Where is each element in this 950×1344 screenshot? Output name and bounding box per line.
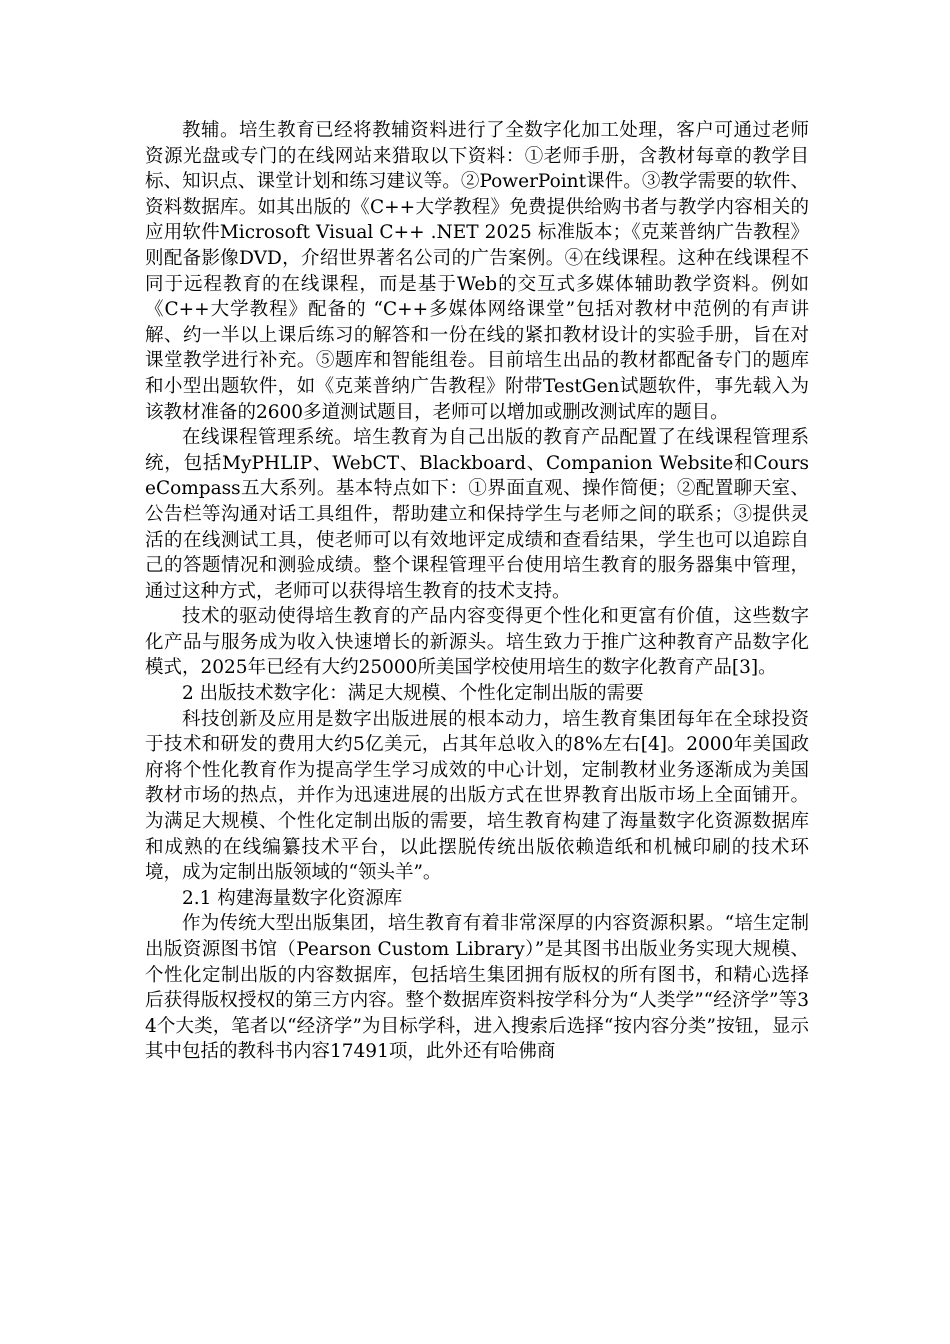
paragraph-course-management: 在线课程管理系统。培生教育为自己出版的教育产品配置了在线课程管理系统，包括MyPHLIP、WebCT、Blackboard、Companion Website和CourseCompass五大系列。基本特点如下：①界面直观、操作简便；②配置聊天室、公告栏等沟通对话工具组件，帮助建立和保持学生与老师之间的联系；③提供灵活的在线测试工具，使老师可以有效地评定成绩和查看结果，学生也可以追踪自己的答题情况和测验成绩。整个课程管理平台使用培生教育的服务器集中管理，通过这种方式，老师可以获得培生教育的技术支持。 [145, 427, 809, 602]
paragraph-tech-innovation: 科技创新及应用是数字出版进展的根本动力，培生教育集团每年在全球投资于技术和研发的费用大约5亿美元，占其年总收入的8%左右[4]。2000年美国政府将个性化教育作为提高学生学习成效的中心计划，定制教材业务逐渐成为美国教材市场的热点，并作为迅速进展的出版方式在世界教育出版市场上全面铺开。为满足大规模、个性化定制出版的需要，培生教育构建了海量数字化资源数据库和成熟的在线编纂技术平台，以此摆脱传统出版依赖造纸和机械印刷的技术环境，成为定制出版领域的“领头羊”。 [145, 708, 809, 884]
document-page [145, 118, 809, 1065]
paragraph-tech-driven: 技术的驱动使得培生教育的产品内容变得更个性化和更富有价值，这些数字化产品与服务成为收入快速增长的新源头。培生致力于推广这种教育产品数字化模式，2025年已经有大约25000所美国学校使用培生的数字化教育产品[3]。 [145, 606, 809, 679]
paragraph-resource-library: 作为传统大型出版集团，培生教育有着非常深厚的内容资源积累。“培生定制出版资源图书馆（Pearson Custom Library）”是其图书出版业务实现大规模、个性化定制出版的内容数据库，包括培生集团拥有版权的所有图书，和精心选择后获得版权授权的第三方内容。整个数据库资料按学科分为“人类学”“经济学”等34个大类，笔者以“经济学”为目标学科，进入搜索后选择“按内容分类”按钮，显示其中包括的教科书内容17491项，此外还有哈佛商 [145, 913, 809, 1063]
section-heading-2-1: 2.1 构建海量数字化资源库 [182, 887, 403, 909]
paragraph-teaching-aids: 教辅。培生教育已经将教辅资料进行了全数字化加工处理，客户可通过老师资源光盘或专门的在线网站来猎取以下资料：①老师手册，含教材每章的教学目标、知识点、课堂计划和练习建议等。②PowerPoint课件。③教学需要的软件、资料数据库。如其出版的《C++大学教程》免费提供给购书者与教学内容相关的应用软件Microsoft Visual C++ .NET 2025 标准版本；《克莱普纳广告教程》则配备影像DVD，介绍世界著名公司的广告案例。④在线课程。这种在线课程不同于远程教育的在线课程，而是基于Web的交互式多媒体辅助教学资料。例如《C++大学教程》配备的 “C++多媒体网络课堂”包括对教材中范例的有声讲解、约一半以上课后练习的解答和一份在线的紧扣教材设计的实验手册，旨在对课堂教学进行补充。⑤题库和智能组卷。目前培生出品的教材都配备专门的题库和小型出题软件，如《克莱普纳广告教程》附带TestGen试题软件，事先载入为该教材准备的2600多道测试题目，老师可以增加或删改测试库的题目。 [145, 120, 809, 423]
section-heading-2: 2 出版技术数字化：满足大规模、个性化定制出版的需要 [182, 683, 644, 705]
